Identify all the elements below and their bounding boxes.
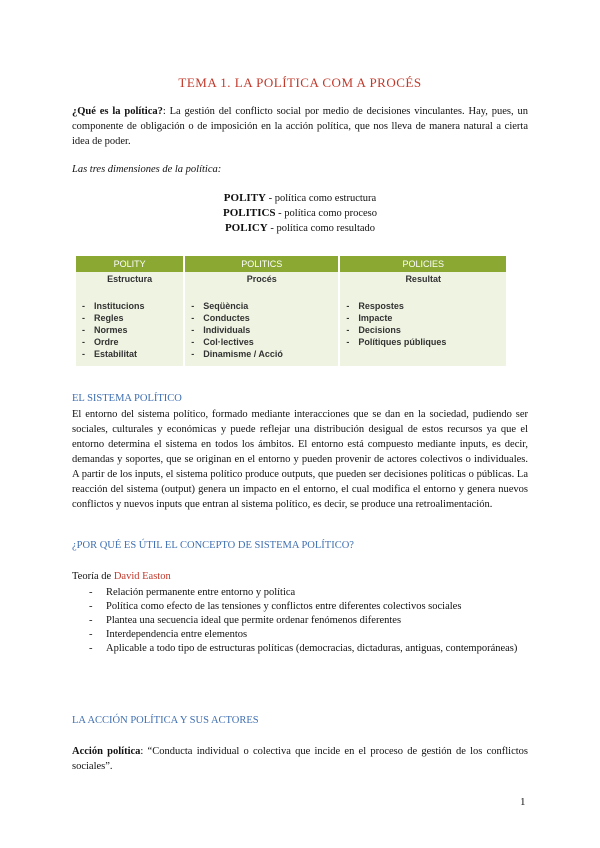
- list-item: - Ordre: [82, 337, 119, 347]
- page-number: 1: [520, 796, 526, 808]
- table-cell-policies: [339, 272, 506, 366]
- table-subheader: Resultat: [405, 274, 441, 284]
- table-body-row: [76, 272, 506, 366]
- list-item: - Col·lectives: [191, 337, 254, 347]
- easton-points-list: [72, 586, 528, 656]
- table-header-policies: POLICIES: [339, 256, 506, 272]
- list-item: - Aplicable a todo tipo de estructuras políticas (democracias, dictaduras, antiguas, contemporáneas): [89, 643, 518, 654]
- dimension-term: POLICY: [224, 222, 268, 234]
- dimension-desc: - política como estructura: [265, 193, 377, 204]
- section-body-sistema-politico: El entorno del sistema político, formado mediante interacciones que se dan en la sociedad, pudiendo ser sociales, culturales y económicas y puede reflejar una distribución desigual de estos recursos ya que el entorno determina el sistema en todos los ámbitos. El entorno está compuesto mediante inputs, es decir, demandas y soportes, que se originan en el entorno y pueden provenir de actores colectivos o individuales. A partir de los inputs, el sistema político produce outputs, que pueden ser decisiones políticas o públicas. La reacción del sistema (output) genera un impacto en el entorno, el cual modifica el entorno y genera nuevos conflictos y nuevos inputs que entran al sistema político, es decir, se produce una retroalimentación.: [72, 409, 528, 510]
- theory-author: David Easton: [113, 571, 171, 582]
- table-subheader: Procés: [246, 274, 277, 284]
- theory-line: [72, 571, 171, 582]
- accion-text: : “Conducta individual o colectiva que incide en el proceso de gestión de los conflictos sociales”.: [72, 746, 528, 772]
- list-item: - Individuals: [191, 325, 251, 335]
- intro-paragraph: [72, 104, 528, 149]
- table-subheader: Estructura: [107, 274, 153, 284]
- dimension-politics: [0, 206, 600, 221]
- table-header-polity: POLITY: [76, 256, 184, 272]
- list-item: - Decisions: [346, 325, 401, 335]
- table-cell-polity: [76, 272, 184, 366]
- list-item: - Relación permanente entre entorno y política: [89, 587, 296, 598]
- dimension-policy: [0, 221, 600, 236]
- dimension-desc: - política como proceso: [275, 208, 378, 219]
- accion-term: Acción política: [72, 746, 141, 757]
- table-header-politics: POLITICS: [184, 256, 339, 272]
- table-header-row: [76, 256, 506, 272]
- table-cell-politics: [184, 272, 339, 366]
- intro-term: ¿Qué es la política?: [72, 106, 163, 117]
- list-item: - Interdependencia entre elementos: [89, 629, 248, 640]
- table-list: [185, 300, 338, 360]
- list-item: - Regles: [82, 313, 124, 323]
- list-item: - Dinamisme / Acció: [191, 349, 283, 359]
- dimension-term: POLITICS: [222, 207, 276, 219]
- dimension-term: POLITY: [223, 192, 266, 204]
- page-title: TEMA 1. LA POLÍTICA COM A PROCÉS: [178, 75, 422, 90]
- section-heading-accion-politica: LA ACCIÓN POLÍTICA Y SUS ACTORES: [72, 715, 259, 726]
- table-list: [76, 300, 183, 360]
- intro-text: : La gestión del conflicto social por medio de decisiones vinculantes. Hay, pues, un componente de obligación o de imposición en la acción política, que nos lleva de manera natural a cierta idea de poder.: [72, 106, 528, 147]
- list-item: - Institucions: [82, 301, 145, 311]
- section-heading-por-que-util: ¿POR QUÉ ES ÚTIL EL CONCEPTO DE SISTEMA POLÍTICO?: [72, 540, 354, 551]
- dimension-polity: [0, 191, 600, 206]
- list-item: - Política como efecto de las tensiones y conflictos entre diferentes colectivos sociales: [89, 601, 462, 612]
- list-item: - Conductes: [191, 313, 250, 323]
- list-item: - Polítiques públiques: [346, 337, 447, 347]
- list-item: - Impacte: [346, 313, 393, 323]
- list-item: - Respostes: [346, 301, 404, 311]
- list-item: - Estabilitat: [82, 349, 138, 359]
- dimension-desc: - política como resultado: [267, 223, 376, 234]
- section-heading-sistema-politico: EL SISTEMA POLÍTICO: [72, 393, 182, 404]
- dimensions-table: [76, 256, 506, 366]
- table-list: [340, 300, 506, 348]
- accion-politica-paragraph: [72, 744, 528, 774]
- list-item: - Plantea una secuencia ideal que permite ordenar fenómenos diferentes: [89, 615, 402, 626]
- dimensions-label: Las tres dimensiones de la política:: [72, 164, 222, 175]
- dimensions-list: [0, 191, 600, 236]
- list-item: - Normes: [82, 325, 128, 335]
- list-item: - Seqüència: [191, 301, 249, 311]
- theory-prefix: Teoría de: [72, 571, 114, 582]
